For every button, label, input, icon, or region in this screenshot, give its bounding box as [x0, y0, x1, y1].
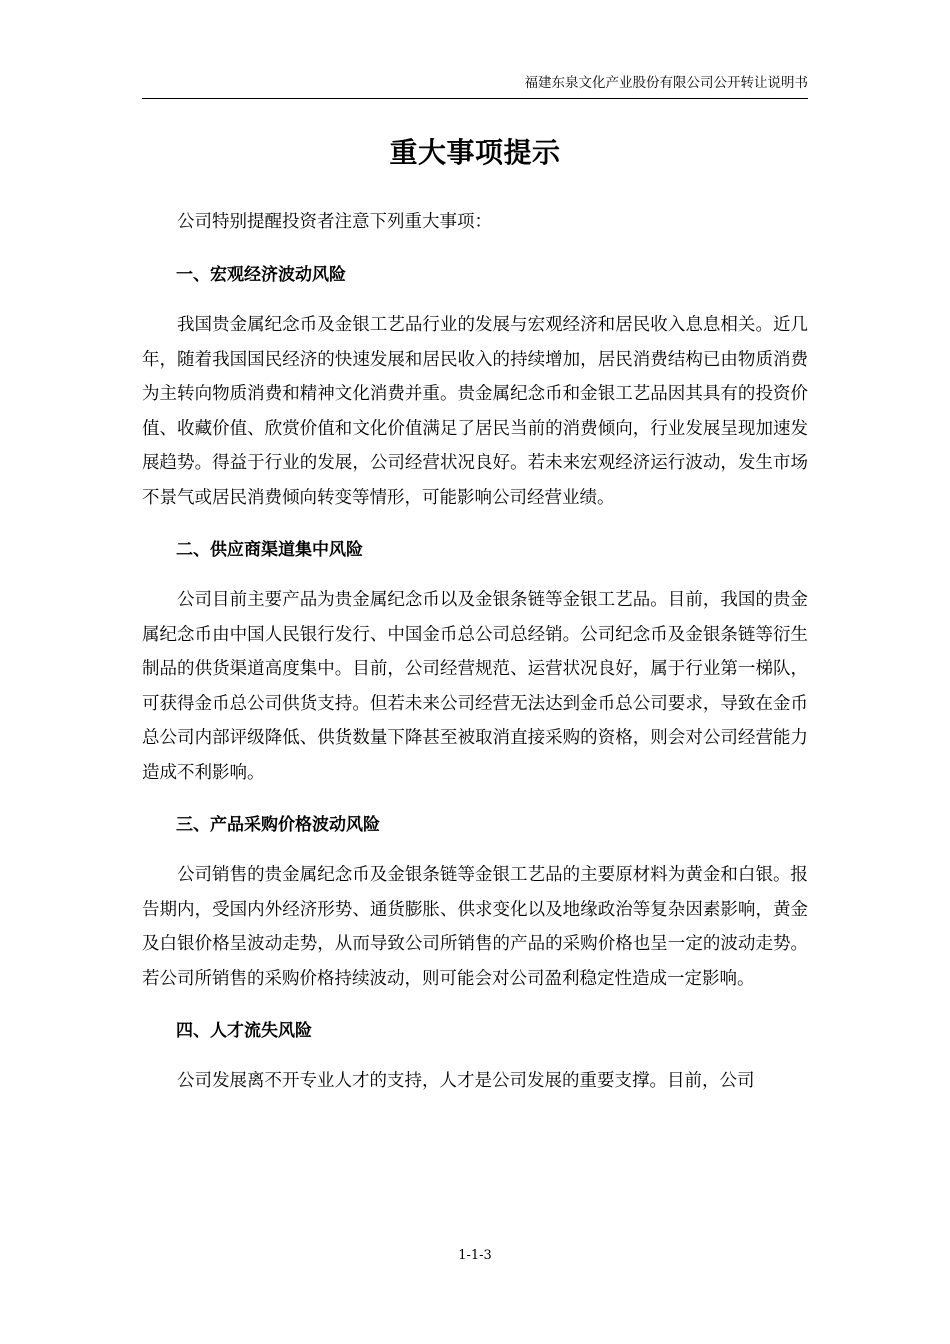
- document-body: [142, 204, 808, 1099]
- header-document-title: 福建东泉文化产业股份有限公司公开转让说明书: [524, 75, 808, 91]
- section-purchase-price: [142, 807, 808, 996]
- section-talent-loss: [142, 1013, 808, 1099]
- section-heading: 三、产品采购价格波动风险: [176, 815, 380, 835]
- section-supplier-concentration: [142, 532, 808, 790]
- intro-paragraph: 公司特别提醒投资者注意下列重大事项：: [177, 212, 492, 232]
- section-heading: 四、人才流失风险: [176, 1021, 312, 1041]
- section-paragraph: 公司销售的贵金属纪念币及金银条链等金银工艺品的主要原材料为黄金和白银。报告期内，受国内外经济形势、通货膨胀、供求变化以及地缘政治等复杂因素影响，黄金及白银价格呈波动走势，从而导致公司所销售的产品的采购价格也呈一定的波动走势。若公司所销售的采购价格持续波动，则可能会对公司盈利稳定性造成一定影响。: [142, 865, 808, 989]
- page-title: 重大事项提示: [389, 136, 561, 169]
- section-heading: 二、供应商渠道集中风险: [176, 540, 363, 560]
- section-heading: 一、宏观经济波动风险: [176, 265, 346, 285]
- section-macro-economy: [142, 257, 808, 515]
- section-paragraph: 我国贵金属纪念币及金银工艺品行业的发展与宏观经济和居民收入息息相关。近几年，随着我国国民经济的快速发展和居民收入的持续增加，居民消费结构已由物质消费为主转向物质消费和精神文化消费并重。贵金属纪念币和金银工艺品因其具有的投资价值、收藏价值、欣赏价值和文化价值满足了居民当前的消费倾向，行业发展呈现加速发展趋势。得益于行业的发展，公司经营状况良好。若未来宏观经济运行波动，发生市场不景气或居民消费倾向转变等情形，可能影响公司经营业绩。: [142, 315, 808, 508]
- section-paragraph: 公司发展离不开专业人才的支持，人才是公司发展的重要支撑。目前，公司: [177, 1071, 755, 1091]
- section-paragraph: 公司目前主要产品为贵金属纪念币以及金银条链等金银工艺品。目前，我国的贵金属纪念币由中国人民银行发行、中国金币总公司总经销。公司纪念币及金银条链等衍生制品的供货渠道高度集中。目前，公司经营规范、运营状况良好，属于行业第一梯队，可获得金币总公司供货支持。但若未来公司经营无法达到金币总公司要求，导致在金币总公司内部评级降低、供货数量下降甚至被取消直接采购的资格，则会对公司经营能力造成不利影响。: [142, 590, 808, 783]
- page-header: [142, 72, 808, 99]
- page-number: 1-1-3: [458, 1248, 492, 1263]
